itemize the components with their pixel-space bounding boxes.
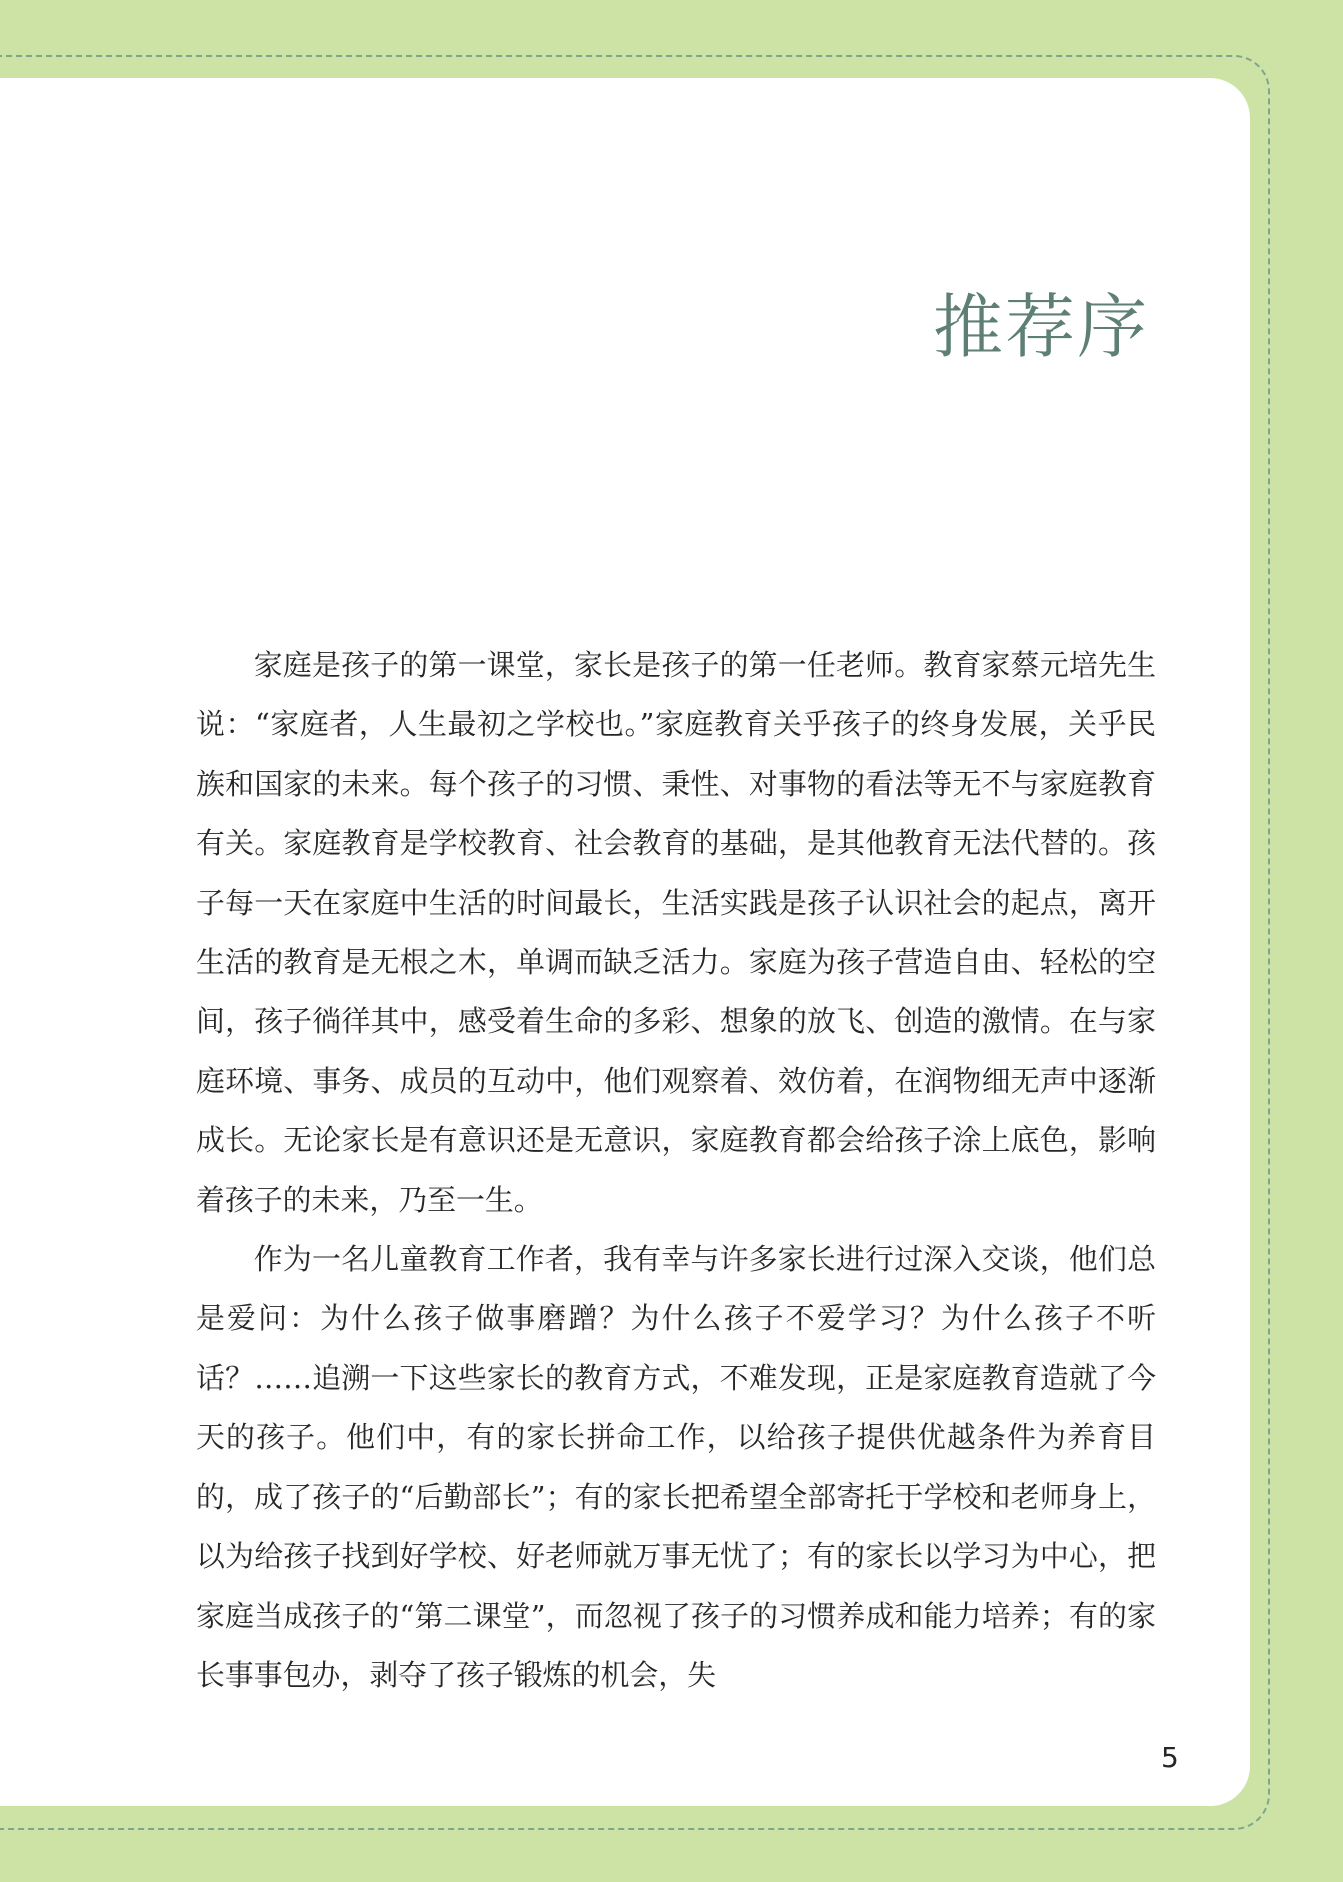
paragraph: 作为一名儿童教育工作者，我有幸与许多家长进行过深入交谈，他们总是爱问：为什么孩子做事磨蹭？为什么孩子不爱学习？为什么孩子不听话？……追溯一下这些家长的教育方式，不难发现，正是家庭教育造就了今天的孩子。他们中，有的家长拼命工作，以给孩子提供优越条件为养育目的，成了孩子的“后勤部长”；有的家长把希望全部寄托于学校和老师身上，以为给孩子找到好学校、好老师就万事无忧了；有的家长以学习为中心，把家庭当成孩子的“第二课堂”，而忽视了孩子的习惯养成和能力培养；有的家长事事包办，剥夺了孩子锻炼的机会，失 [196,1242,1156,1692]
paragraph: 家庭是孩子的第一课堂，家长是孩子的第一任老师。教育家蔡元培先生说：“家庭者，人生最初之学校也。”家庭教育关乎孩子的终身发展，关乎民族和国家的未来。每个孩子的习惯、秉性、对事物的看法等无不与家庭教育有关。家庭教育是学校教育、社会教育的基础，是其他教育无法代替的。孩子每一天在家庭中生活的时间最长，生活实践是孩子认识社会的起点，离开生活的教育是无根之木，单调而缺乏活力。家庭为孩子营造自由、轻松的空间，孩子徜徉其中，感受着生命的多彩、想象的放飞、创造的激情。在与家庭环境、事务、成员的互动中，他们观察着、效仿着，在润物细无声中逐渐成长。无论家长是有意识还是无意识，家庭教育都会给孩子涂上底色，影响着孩子的未来，乃至一生。 [196,648,1156,1217]
page-heading: 推荐序 [933,286,1149,368]
page-number: 5 [1161,1741,1179,1774]
preface-body [196,636,1156,1705]
